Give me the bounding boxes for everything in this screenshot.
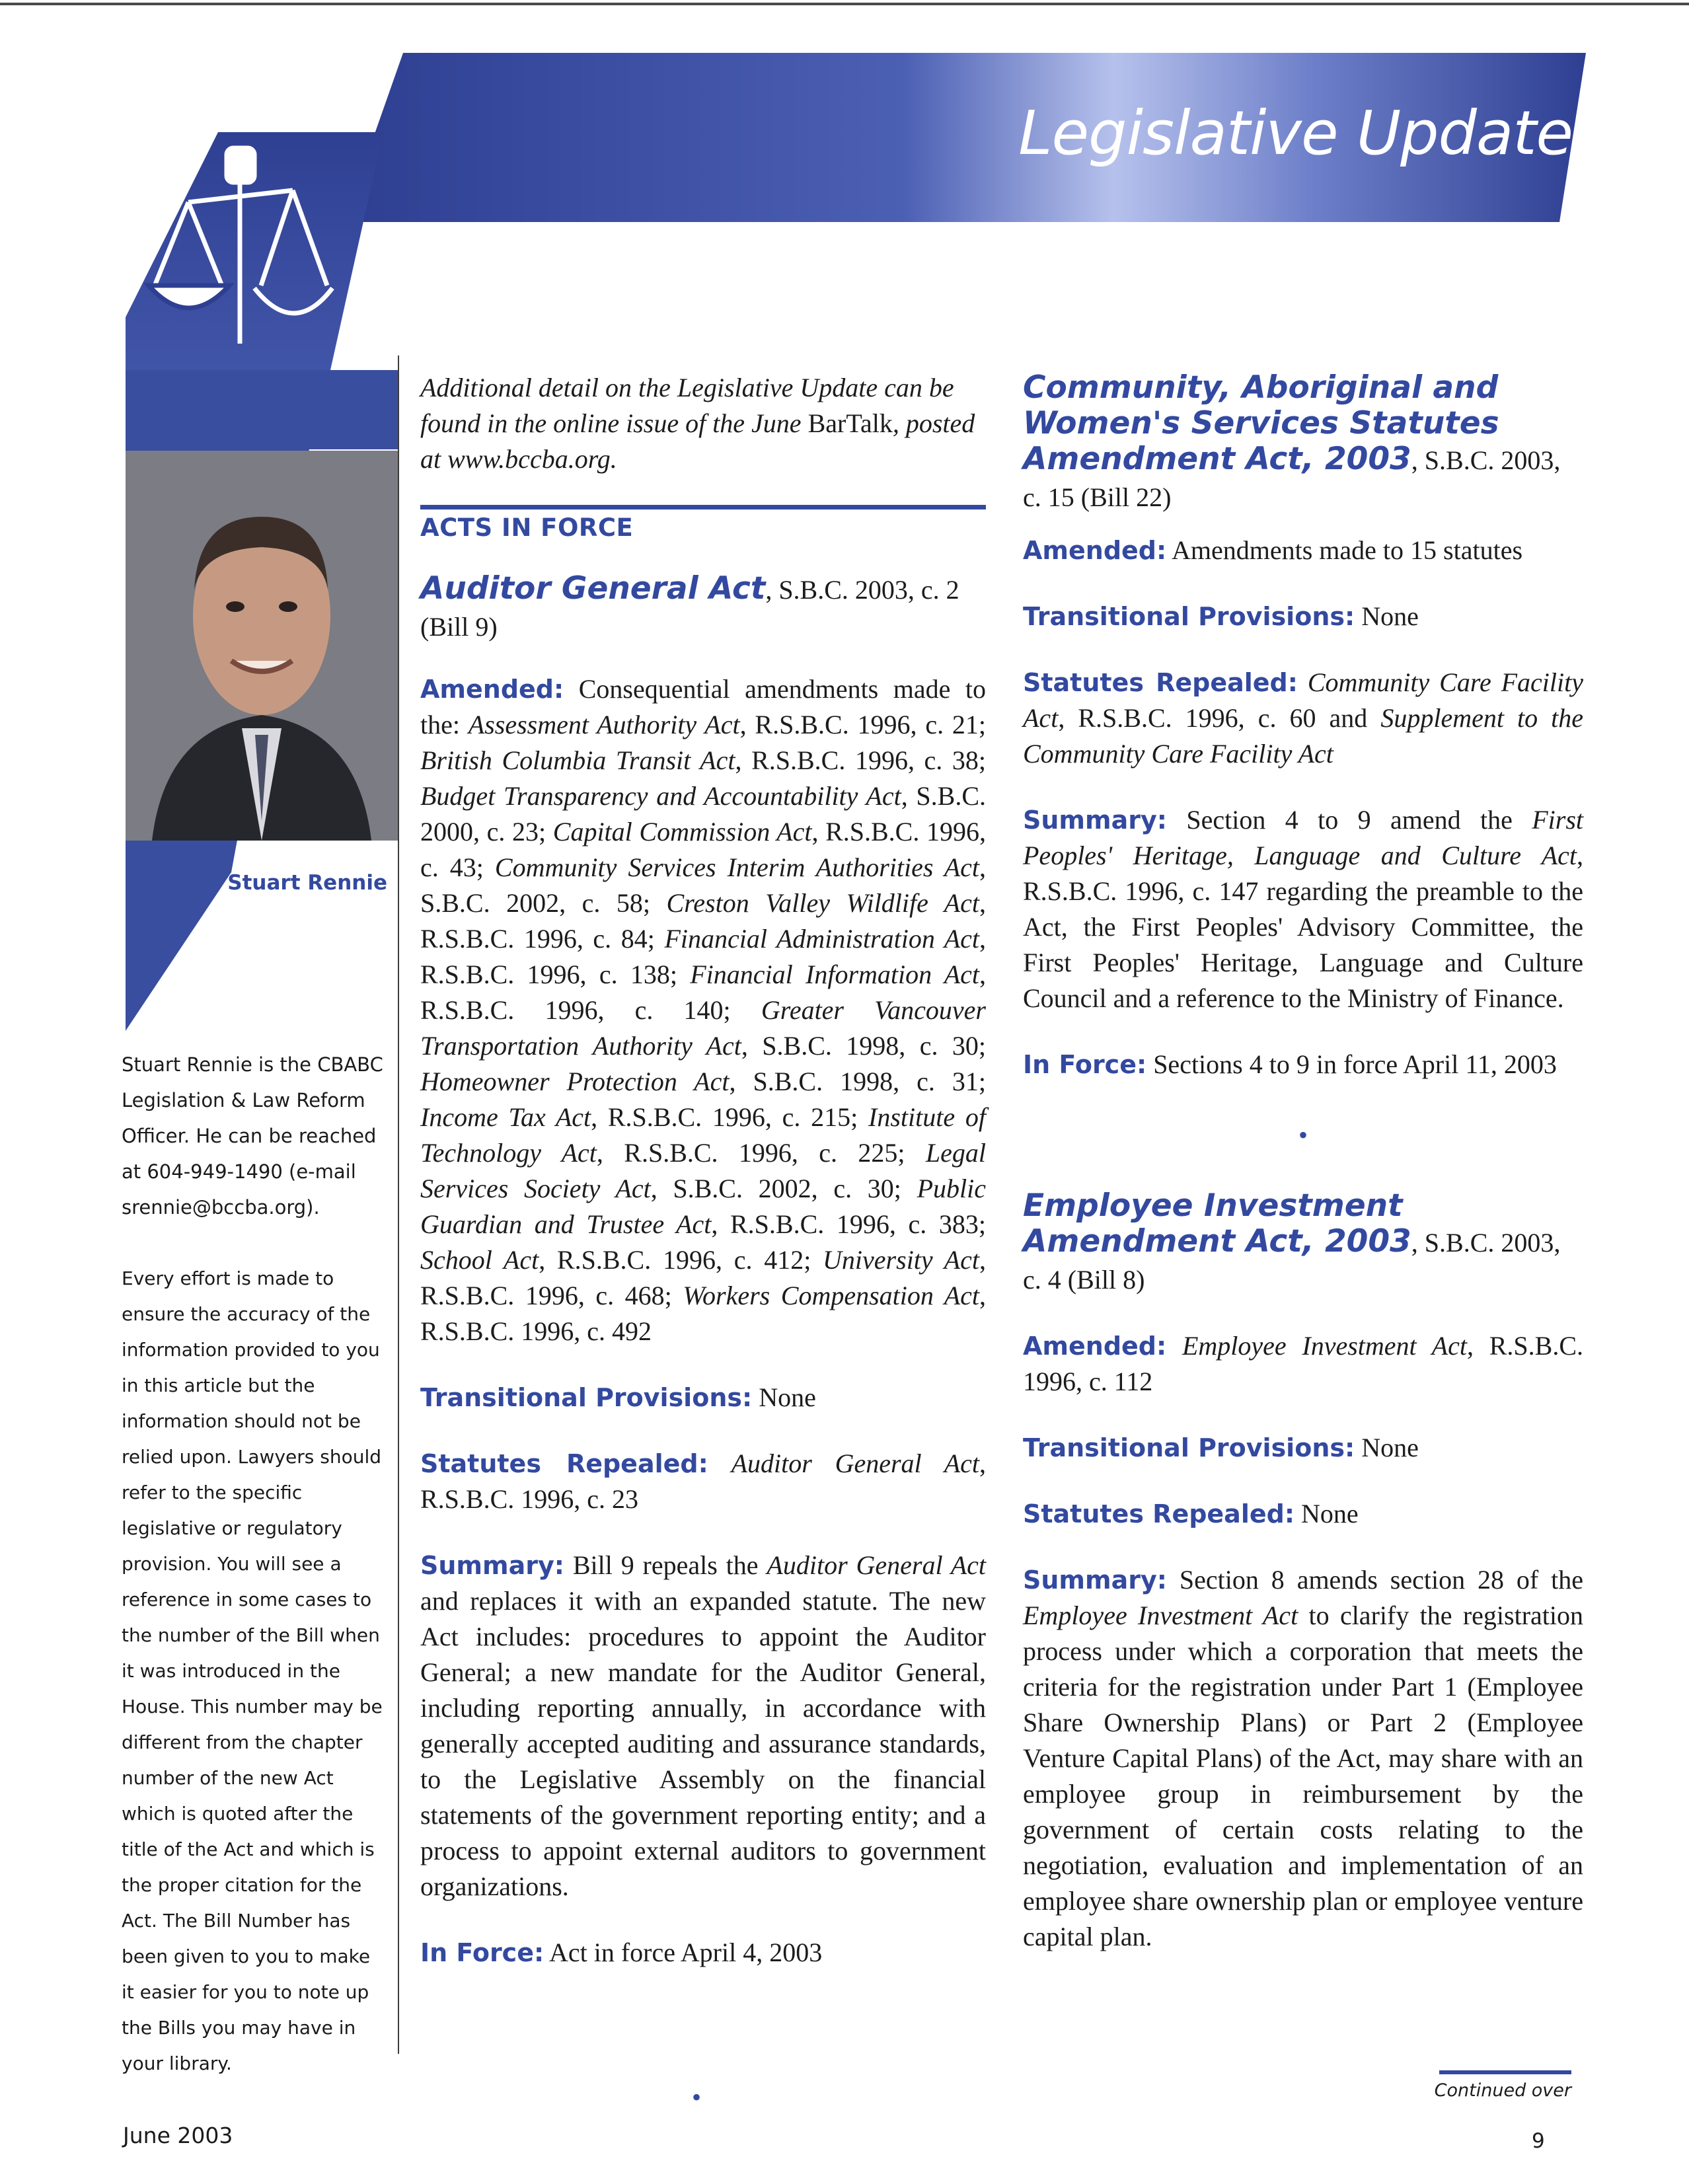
- intro-note: Additional detail on the Legislative Update can be found in the online issue of the June BarTalk, posted at www.bccba.org.: [420, 373, 975, 474]
- summary-block: Summary: Bill 9 repeals the Auditor General Act and replaces it with an expanded statute. The new Act includes: procedures to appoint the Auditor General; a new mandate for the Auditor General, including reporting annually, in accordance with generally accepted auditing and assurance standards, to the Legislative Assembly on the financial statements of the government reporting entity; and a process to appoint external auditors to government organizations.: [420, 1550, 986, 1901]
- amended-act-name: University Act: [823, 1245, 979, 1275]
- amended-act-citation: , S.B.C. 2002, c. 30;: [650, 1174, 917, 1203]
- continued-over-label: Continued over: [1434, 2080, 1571, 2101]
- amended-act-citation: , S.B.C. 2002, c. 58;: [420, 852, 986, 918]
- amended-act-name: Greater Vancouver Transportation Authority Act: [420, 995, 986, 1061]
- amended-act-name: Community Services Interim Authorities Act: [494, 852, 979, 882]
- amended-act-name: British Columbia Transit Act: [420, 745, 735, 775]
- amended-act-citation: , R.S.B.C. 1996, c. 383;: [711, 1209, 987, 1239]
- amended-act-name: Public Guardian and Trustee Act: [420, 1174, 987, 1239]
- amended-act-citation: , R.S.B.C. 1996, c. 21;: [739, 710, 987, 739]
- author-bio: Stuart Rennie is the CBABC Legislation & Law Reform Officer. He can be reached at 604-949-1490 (e-mail srennie@bccba.org).: [122, 1053, 383, 1219]
- summary-block: Summary: Section 4 to 9 amend the First Peoples' Heritage, Language and Culture Act, R.S.B.C. 1996, c. 147 regarding the preamble to the Act, the First Peoples' Advisory Committee, the First Peoples' Heritage, Language and Culture Council and a reference to the Ministry of Finance.: [1023, 805, 1584, 1013]
- inforce-block: In Force: Sections 4 to 9 in force April 11, 2003: [1023, 1049, 1557, 1079]
- amended-block: Amended: Employee Investment Act, R.S.B.C. 1996, c. 112: [1023, 1331, 1583, 1396]
- amended-block: Amended: Amendments made to 15 statutes: [1023, 535, 1523, 565]
- amended-act-citation: , R.S.B.C. 1996, c. 412;: [539, 1245, 823, 1275]
- amended-act-citation: , S.B.C. 1998, c. 30;: [741, 1031, 986, 1061]
- column-divider: [398, 356, 399, 2054]
- amended-act-citation: , R.S.B.C. 1996, c. 225;: [596, 1138, 926, 1168]
- amended-act-name: Legal Services Society Act: [420, 1138, 987, 1203]
- page-number: 9: [1532, 2129, 1545, 2153]
- amended-act-name: Financial Information Act: [690, 960, 980, 989]
- amended-act-citation: , R.S.B.C. 1996, c. 468;: [420, 1245, 986, 1310]
- amended-act-citation: , R.S.B.C. 1996, c. 138;: [420, 924, 987, 989]
- transitional-block: Transitional Provisions: None: [1023, 1433, 1419, 1462]
- column-b: [1023, 370, 1583, 1955]
- disclaimer-text: Every effort is made to ensure the accuracy of the information provided to you in this article but the information should not be relied upon. Lawyers should refer to the specific legislative or regulatory provision. You will see a reference in some cases to the number of the Bill when it was introduced in the House. This number may be different from the chapter number of the new Act which is quoted after the title of the Act and which is the proper citation for the Act. The Bill Number has been given to you to make it easier for you to note up the Bills you may have in your library.: [122, 1267, 383, 2074]
- amended-act-citation: , R.S.B.C. 1996, c. 38;: [735, 745, 986, 775]
- amended-act-name: School Act: [420, 1245, 539, 1275]
- amended-act-citation: , R.S.B.C. 1996, c. 215;: [591, 1102, 869, 1132]
- repealed-block: Statutes Repealed: Auditor General Act, R.S.B.C. 1996, c. 23: [420, 1449, 986, 1514]
- act-title: Auditor General Act, S.B.C. 2003, c. 2 (Bill 9): [420, 570, 959, 642]
- act-title: Community, Aboriginal and Women's Services Statutes Amendment Act, 2003, S.B.C. 2003, c. 15 (Bill 22): [1023, 369, 1561, 512]
- amended-act-citation: , R.S.B.C. 1996, c. 140;: [420, 960, 987, 1025]
- amended-block: Amended: Consequential amendments made to the: Assessment Authority Act, R.S.B.C. 1996, c. 21; British Columbia Transit Act, R.S.B.C. 1996, c. 38; Budget Transparency and Accountability Act, S.B.C. 2000, c. 23; Capital Commission Act, R.S.B.C. 1996, c. 43; Community Services Interim Authorities Act, S.B.C. 2002, c. 58; Creston Valley Wildlife Act, R.S.B.C. 1996, c. 84; Financial Administration Act, R.S.B.C. 1996, c. 138; Financial Information Act, R.S.B.C. 1996, c. 140; Greater Vancouver Transportation Authority Act, S.B.C. 1998, c. 30; Homeowner Protection Act, S.B.C. 1998, c. 31; Income Tax Act, R.S.B.C. 1996, c. 215; Institute of Technology Act, R.S.B.C. 1996, c. 225; Legal Services Society Act, S.B.C. 2002, c. 30; Public Guardian and Trustee Act, R.S.B.C. 1996, c. 383; School Act, R.S.B.C. 1996, c. 412; University Act, R.S.B.C. 1996, c. 468; Workers Compensation Act, R.S.B.C. 1996, c. 492: [420, 674, 987, 1346]
- amended-act-name: Income Tax Act: [420, 1102, 591, 1132]
- amended-act-name: Workers Compensation Act: [683, 1281, 980, 1310]
- amended-act-name: Financial Administration Act: [664, 924, 980, 954]
- section-rule: [420, 505, 986, 509]
- column-a: [420, 370, 986, 1971]
- separator-bullet: •: [1298, 1120, 1308, 1150]
- summary-block: Summary: Section 8 amends section 28 of the Employee Investment Act to clarify the registration process under which a corporation that meets the criteria for the registration under Part 1 (Employee Share Ownership Plans) or Part 2 (Employee Venture Capital Plans) of the Act, may share with an employee group in reimbursement by the government of certain costs relating to the negotiation, evaluation and implementation of an employee share ownership plan or employee venture capital plan.: [1023, 1565, 1584, 1951]
- amended-act-name: Budget Transparency and Accountability Act: [420, 781, 901, 811]
- amended-act-citation: , S.B.C. 1998, c. 31;: [729, 1067, 986, 1096]
- amended-act-name: Creston Valley Wildlife Act: [666, 888, 979, 918]
- section-heading: ACTS IN FORCE: [420, 513, 634, 542]
- amended-act-name: Institute of Technology Act: [420, 1102, 986, 1168]
- page-banner-title: Legislative Update: [1018, 98, 1573, 169]
- act-title: Employee Investment Amendment Act, 2003, S.B.C. 2003, c. 4 (Bill 8): [1023, 1187, 1561, 1295]
- amended-act-name: Homeowner Protection Act: [420, 1067, 730, 1096]
- end-bullet: •: [691, 2082, 701, 2112]
- amended-act-name: Assessment Authority Act: [468, 710, 740, 739]
- amended-act-citation: , S.B.C. 2000, c. 23;: [420, 781, 986, 847]
- continued-rule: [1439, 2070, 1571, 2074]
- scales-of-justice-icon: [135, 132, 347, 357]
- amended-act-citation: , R.S.B.C. 1996, c. 492: [420, 1281, 987, 1346]
- amended-act-citation: , R.S.B.C. 1996, c. 84;: [420, 888, 986, 954]
- transitional-block: Transitional Provisions: None: [1023, 601, 1419, 631]
- transitional-block: Transitional Provisions: None: [420, 1382, 816, 1412]
- repealed-block: Statutes Repealed: Community Care Facility Act, R.S.B.C. 1996, c. 60 and Supplement to the Community Care Facility Act: [1023, 667, 1583, 769]
- repealed-block: Statutes Repealed: None: [1023, 1499, 1359, 1528]
- photo-caption: Stuart Rennie: [227, 871, 387, 895]
- author-portrait: [126, 451, 398, 841]
- issue-date: June 2003: [123, 2123, 233, 2148]
- amended-act-citation: , R.S.B.C. 1996, c. 43;: [420, 817, 986, 882]
- amended-acts-list: [420, 710, 986, 1346]
- inforce-block: In Force: Act in force April 4, 2003: [420, 1938, 823, 1967]
- amended-act-name: Capital Commission Act: [552, 817, 812, 847]
